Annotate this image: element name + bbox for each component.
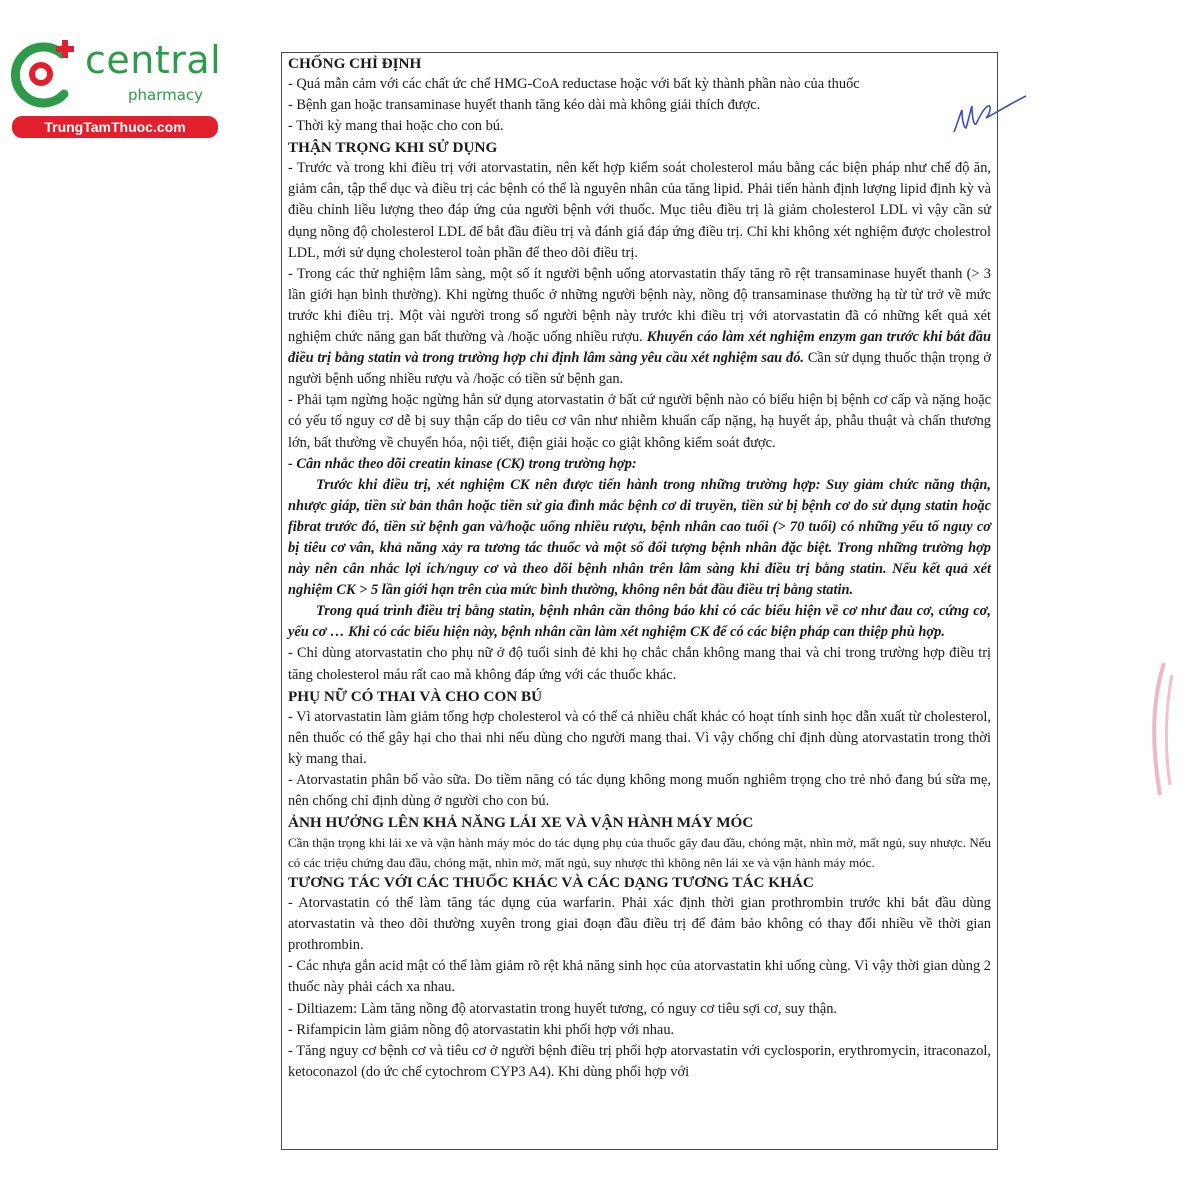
stamp-mark-icon [1120, 655, 1180, 805]
text-run: - Trong các thử nghiệm lâm sàng, một số ít người bệnh uống atorvastatin thấy tăng rõ rệt transaminase huyết thanh (> 3 lần giới hạn bình thường). Khi ngừng thuốc ở những người bệnh này, nồng độ transaminase thường hạ từ từ trở về mức trước khi điều trị. Một vài người trong số người bệnh này trước khi điều trị với atorvastatin đã có những kết quả xét nghiệm chức năng gan bất thường và /hoặc uống nhiều rượu. [288, 265, 991, 346]
paragraph: - Các nhựa gắn acid mật có thể làm giảm rõ rệt khả năng sinh học của atorvastatin khi uống cùng. Vì vậy thời gian dùng 2 thuốc này phải cách xa nhau. [288, 958, 991, 996]
paragraph-ck-during: Trong quá trình điều trị bằng statin, bệnh nhân cần thông báo khi có các biểu hiện về cơ như đau cơ, cứng cơ, yếu cơ … Khi có các biểu hiện này, bệnh nhân cần làm xét nghiệm CK để có các biện pháp can thiệp phù hợp. [288, 603, 991, 641]
heading-driving: ẢNH HƯỞNG LÊN KHẢ NĂNG LÁI XE VÀ VẬN HÀNH MÁY MÓC [288, 814, 754, 832]
paragraph: - Vì atorvastatin làm giảm tổng hợp cholesterol và có thể cả nhiều chất khác có hoạt tính sinh học dẫn xuất từ cholesterol, nên thuốc có thể gây hại cho thai nhi nếu dùng cho người mang thai. Vì vậy chống chỉ định dùng atorvastatin trong thời kỳ mang thai. [288, 708, 991, 767]
paragraph: - Atorvastatin phân bố vào sữa. Do tiềm năng có tác dụng không mong muốn nghiêm trọng cho trẻ nhỏ đang bú sữa mẹ, nên chống chỉ định dùng ở người cho con bú. [288, 771, 991, 809]
brand-subtitle: pharmacy [128, 86, 204, 104]
document-page [281, 52, 998, 1150]
paragraph: - Chỉ dùng atorvastatin cho phụ nữ ở độ tuổi sinh đẻ khi họ chắc chắn không mang thai và chỉ trong trường hợp điều trị tăng cholesterol máu rất cao mà không đáp ứng với các thuốc khác. [288, 645, 991, 683]
paragraph: - Trước và trong khi điều trị với atorvastatin, nên kết hợp kiểm soát cholesterol máu bằng các biện pháp như chế độ ăn, giảm cân, tập thể dục và điều trị các bệnh có thể là nguyên nhân của tăng lipid. Phải tiến hành định lượng lipid định kỳ và điều chỉnh liều lượng theo đáp ứng của người bệnh với thuốc. Mục tiêu điều trị là giảm cholesterol LDL vì vậy cần sử dụng nồng độ cholesterol LDL để bắt đầu điều trị và đánh giá đáp ứng điều trị. Chỉ khi không xét nghiệm được cholestrol LDL, mới sử dụng cholesterol toàn phần để theo dõi điều trị. [288, 160, 991, 261]
paragraph: - Diltiazem: Làm tăng nồng độ atorvastatin trong huyết tương, có nguy cơ tiêu sợi cơ, suy thận. [288, 1000, 837, 1017]
brand-name: central [85, 38, 222, 82]
heading-precautions: THẬN TRỌNG KHI SỬ DỤNG [288, 139, 498, 157]
paragraph: Cần thận trọng khi lái xe và vận hành máy móc do tác dụng phụ của thuốc gây đau đầu, chóng mặt, nhìn mờ, mất ngủ, suy nhược. Nếu có các triệu chứng đau đầu, chóng mặt, nhìn mờ, mất ngủ, suy nhược thì không nên lái xe và vận hành máy móc. [288, 835, 991, 870]
heading-interactions: TƯƠNG TÁC VỚI CÁC THUỐC KHÁC VÀ CÁC DẠNG TƯƠNG TÁC KHÁC [288, 874, 814, 892]
emphasis-text: Khuyến cáo làm xét nghiệm enzym gan trước khi bắt đầu điều trị bằng statin và trong trường hợp chỉ định lâm sàng yêu cầu xét nghiệm sau đó. [288, 329, 991, 367]
paragraph: - Quá mẫn cảm với các chất ức chế HMG-CoA reductase hoặc với bất kỳ thành phần nào của thuốc [288, 76, 860, 92]
paragraph: - Thời kỳ mang thai hoặc cho con bú. [288, 118, 504, 135]
heading-contraindications: CHỐNG CHỈ ĐỊNH [288, 55, 422, 72]
pharmacy-logo [10, 36, 222, 136]
central-pharmacy-logo-icon [10, 36, 80, 114]
paragraph [288, 264, 991, 391]
text-run: Cần sử dụng thuốc thận trọng ở người bệnh uống nhiều rượu và /hoặc có tiền sử bệnh gan. [288, 350, 991, 388]
paragraph-ck-heading: - Cân nhắc theo dõi creatin kinase (CK) trong trường hợp: [288, 455, 637, 472]
paragraph-ck-before: Trước khi điều trị, xét nghiệm CK nên được tiến hành trong những trường hợp: Suy giảm chức năng thận, nhược giáp, tiền sử bản thân hoặc tiền sử gia đình mắc bệnh cơ di truyền, tiền sử bị bệnh cơ do sử dụng statin hoặc fibrat trước đó, tiền sử bệnh gan và/hoặc uống nhiều rượu, bệnh nhân cao tuổi (> 70 tuổi) có những yếu tố nguy cơ bị tiêu cơ vân, khả năng xảy ra tương tác thuốc và một số đối tượng bệnh nhân đặc biệt. Trong những trường hợp này nên cân nhắc lợi ích/nguy cơ và theo dõi bệnh nhân trên lâm sàng khi điều trị bằng statin. Nếu kết quả xét nghiệm CK > 5 lần giới hạn trên của mức bình thường, không nên bắt đầu điều trị bằng statin. [288, 476, 991, 599]
paragraph: - Phải tạm ngừng hoặc ngừng hẳn sử dụng atorvastatin ở bất cứ người bệnh nào có biểu hiện bị bệnh cơ cấp và nặng hoặc có yếu tố nguy cơ dễ bị suy thận cấp do tiêu cơ vân như nhiễm khuẩn cấp nặng, hạ huyết áp, phẫu thuật và chấn thương lớn, bất thường về chuyển hóa, nội tiết, điện giải hoặc co giật không kiểm soát được. [288, 392, 991, 451]
site-url-badge[interactable]: TrungTamThuoc.com [12, 116, 218, 138]
paragraph: - Tăng nguy cơ bệnh cơ và tiêu cơ ở người bệnh điều trị phối hợp atorvastatin với cyclosporin, erythromycin, itraconazol, ketoconazol (do ức chế cytochrom CYP3 A4). Khi dùng phối hợp với [288, 1042, 991, 1080]
paragraph: - Bệnh gan hoặc transaminase huyết thanh tăng kéo dài mà không giải thích được. [288, 97, 761, 114]
heading-pregnancy: PHỤ NỮ CÓ THAI VÀ CHO CON BÚ [288, 687, 543, 705]
paragraph: - Atorvastatin có thể làm tăng tác dụng của warfarin. Phải xác định thời gian prothrombin trước khi bắt đầu dùng atorvastatin và theo dõi thường xuyên trong giai đoạn đầu điều trị để đảm bảo không có thay đổi nhiều về thời gian prothrombin. [288, 895, 991, 954]
paragraph: - Rifampicin làm giảm nồng độ atorvastatin khi phối hợp với nhau. [288, 1021, 675, 1038]
